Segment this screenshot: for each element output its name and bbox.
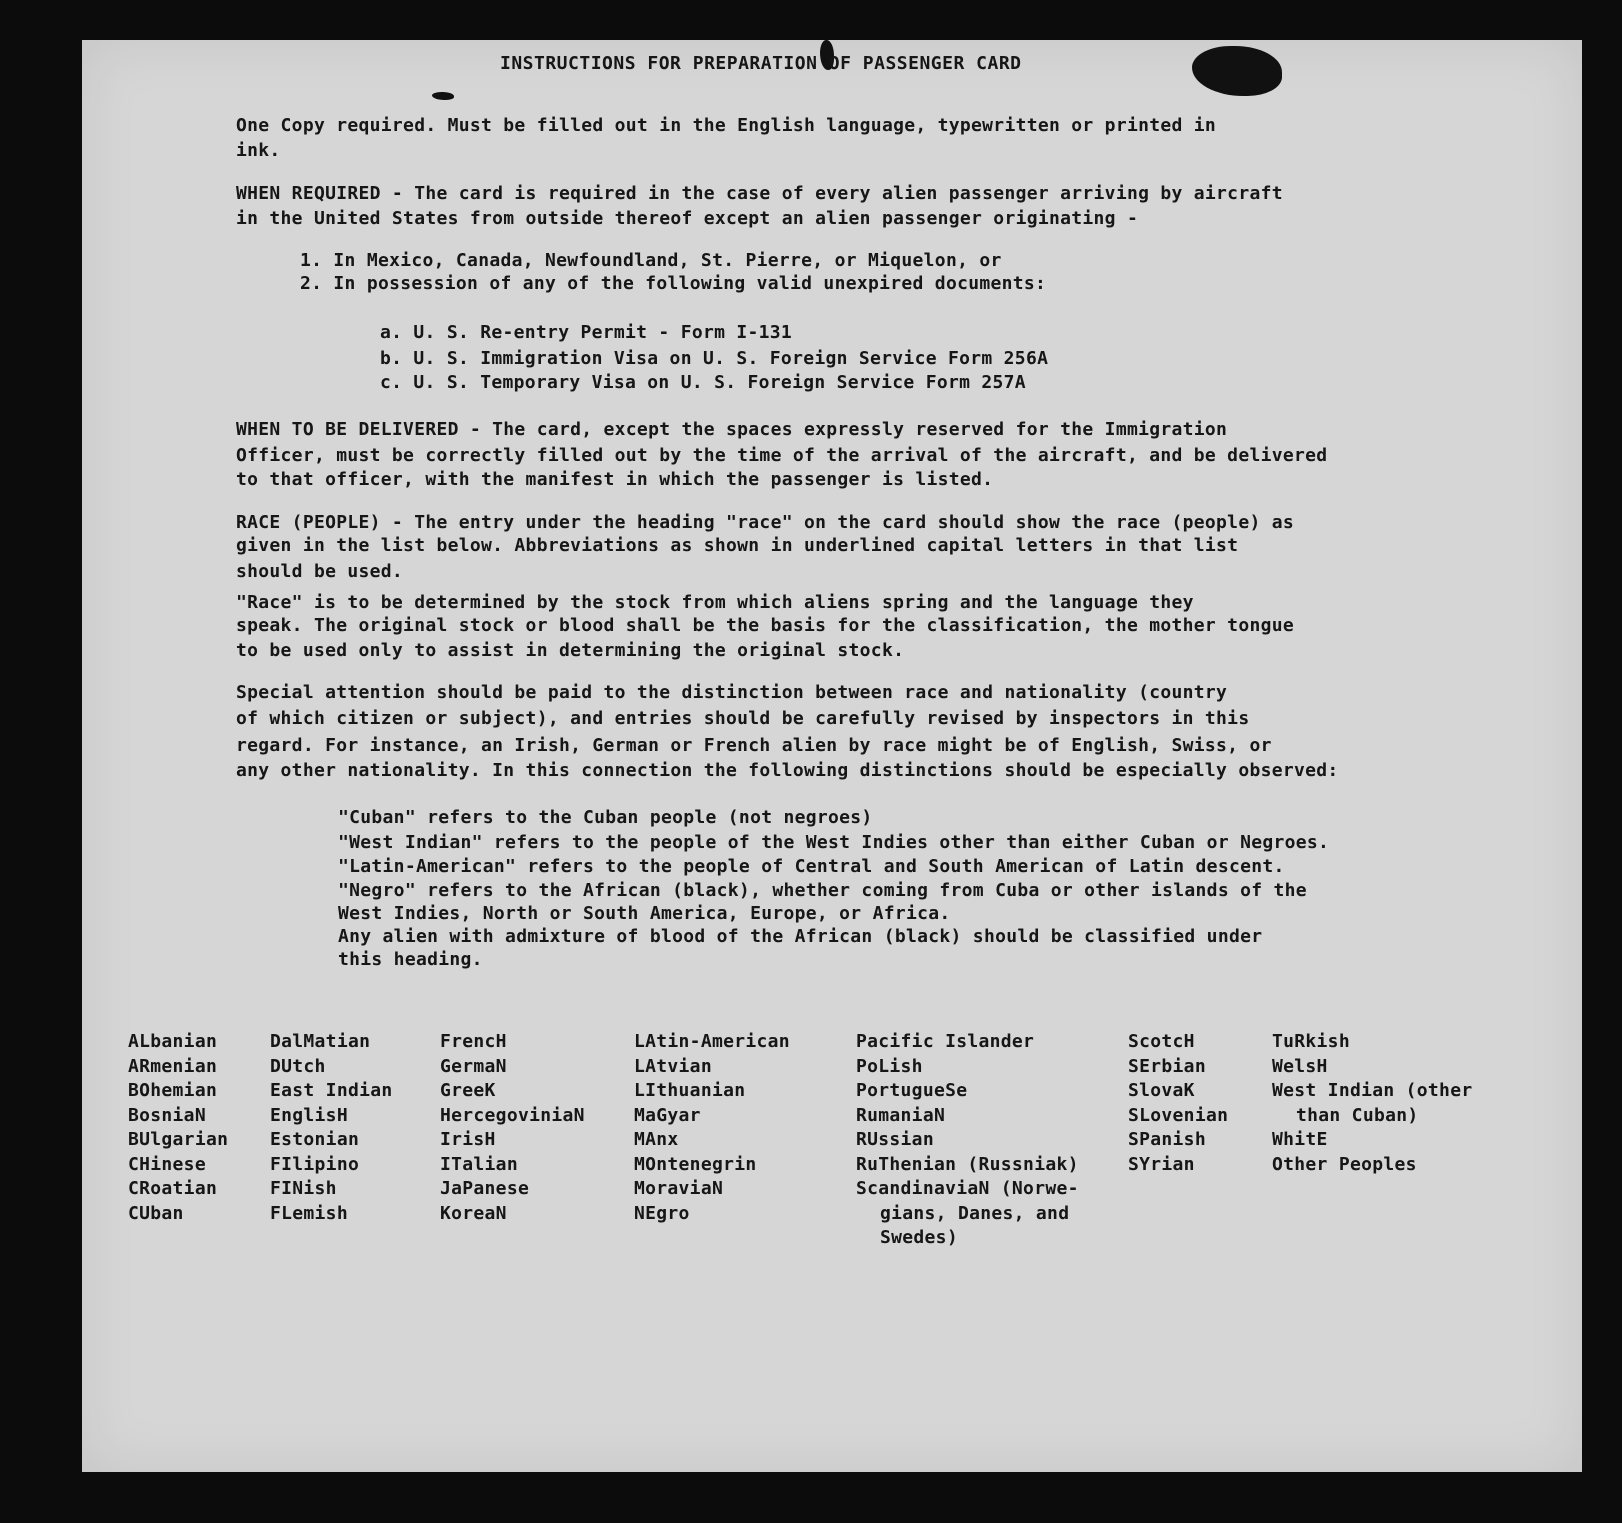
- special-attention-line-3: regard. For instance, an Irish, German or French alien by race might be of English, Swiss, or: [236, 735, 1272, 756]
- race-entry: SPanish: [1128, 1129, 1206, 1150]
- special-attention-line-4: any other nationality. In this connection the following distinctions should be especially observed:: [236, 760, 1339, 781]
- race-column: [856, 1030, 1079, 1251]
- race-entry: JaPanese: [440, 1178, 530, 1199]
- race-entry: CUban: [128, 1202, 184, 1224]
- race-entry: MoraviaN: [634, 1178, 724, 1199]
- distinction-line: "Negro" refers to the African (black), whether coming from Cuba or other islands of the: [338, 880, 1307, 901]
- race-column: [1128, 1030, 1228, 1177]
- race-intro-line-1: RACE (PEOPLE) - The entry under the heading "race" on the card should show the race (people) as: [236, 512, 1295, 533]
- race-entry: LIthuanian: [634, 1080, 746, 1101]
- race-entry: Estonian: [270, 1129, 360, 1150]
- when-delivered-line-3: to that officer, with the manifest in which the passenger is listed.: [236, 469, 994, 490]
- copy-requirement-line-1: One Copy required. Must be filled out in the English language, typewritten or printed in: [236, 115, 1217, 136]
- race-entry: RuThenian (Russniak): [856, 1153, 1079, 1175]
- race-column: [1272, 1030, 1472, 1177]
- distinction-line: "West Indian" refers to the people of the West Indies other than either Cuban or Negroes.: [338, 832, 1330, 853]
- when-delivered-line-2: Officer, must be correctly filled out by the time of the arrival of the aircraft, and be delivered: [236, 445, 1328, 466]
- race-entry: WelsH: [1272, 1055, 1328, 1077]
- race-entry: HercegoviniaN: [440, 1104, 585, 1126]
- race-entry: ScotcH: [1128, 1031, 1195, 1052]
- race-entry: TuRkish: [1272, 1031, 1350, 1052]
- race-entry: RUssian: [856, 1129, 934, 1150]
- race-intro-line-2: given in the list below. Abbreviations as shown in underlined capital letters in that list: [236, 535, 1239, 556]
- document-item: a. U. S. Re-entry Permit - Form I-131: [380, 322, 793, 343]
- race-entry: ITalian: [440, 1153, 518, 1175]
- race-column: [440, 1030, 585, 1226]
- page-title: INSTRUCTIONS FOR PREPARATION OF PASSENGER CARD: [500, 53, 1022, 74]
- distinction-line: "Cuban" refers to the Cuban people (not negroes): [338, 807, 873, 828]
- race-entry: FrencH: [440, 1031, 507, 1052]
- document-item: c. U. S. Temporary Visa on U. S. Foreign Service Form 257A: [380, 372, 1026, 393]
- when-delivered-line-1: WHEN TO BE DELIVERED - The card, except the spaces expressly reserved for the Immigration: [236, 419, 1228, 440]
- race-entry: Pacific Islander: [856, 1031, 1035, 1052]
- race-entry: GermaN: [440, 1055, 507, 1077]
- copy-requirement-line-2: ink.: [236, 140, 281, 161]
- race-entry: MAnx: [634, 1129, 679, 1150]
- distinction-line: Any alien with admixture of blood of the African (black) should be classified under: [338, 926, 1263, 947]
- race-definition-line-1: "Race" is to be determined by the stock from which aliens spring and the language they: [236, 592, 1194, 613]
- race-entry: ScandinaviaN (Norwe-: [856, 1178, 1079, 1199]
- race-entry: FINish: [270, 1178, 337, 1199]
- race-entry: MOntenegrin: [634, 1153, 757, 1175]
- race-entry: CHinese: [128, 1153, 206, 1175]
- distinction-line: West Indies, North or South America, Europe, or Africa.: [338, 903, 951, 924]
- when-required-line-1: WHEN REQUIRED - The card is required in the case of every alien passenger arriving by aircraft: [236, 183, 1283, 204]
- race-entry: PoLish: [856, 1055, 923, 1077]
- ink-stain: [1192, 46, 1282, 96]
- race-entry: BosniaN: [128, 1104, 206, 1126]
- race-entry: gians, Danes, and: [880, 1202, 1070, 1224]
- race-entry: than Cuban): [1296, 1104, 1419, 1126]
- special-attention-line-1: Special attention should be paid to the distinction between race and nationality (country: [236, 682, 1228, 703]
- race-entry: Other Peoples: [1272, 1153, 1417, 1175]
- race-entry: West Indian (other: [1272, 1080, 1473, 1101]
- race-entry: FIlipino: [270, 1153, 360, 1175]
- race-entry: SErbian: [1128, 1055, 1206, 1077]
- race-entry: FLemish: [270, 1202, 348, 1224]
- race-entry: SYrian: [1128, 1153, 1195, 1175]
- race-column: [128, 1030, 228, 1226]
- race-column: [634, 1030, 790, 1226]
- numbered-item: 1. In Mexico, Canada, Newfoundland, St. Pierre, or Miquelon, or: [300, 250, 1002, 271]
- race-entry: IrisH: [440, 1129, 496, 1150]
- document-item: b. U. S. Immigration Visa on U. S. Foreign Service Form 256A: [380, 348, 1049, 369]
- race-column: [270, 1030, 393, 1226]
- race-definition-line-3: to be used only to assist in determining the original stock.: [236, 640, 905, 661]
- race-entry: BOhemian: [128, 1080, 218, 1101]
- race-entry: ALbanian: [128, 1031, 218, 1052]
- ink-speck: [432, 92, 454, 100]
- race-entry: East Indian: [270, 1080, 393, 1101]
- race-entry: CRoatian: [128, 1178, 218, 1199]
- race-entry: MaGyar: [634, 1104, 701, 1126]
- race-entry: DalMatian: [270, 1031, 371, 1052]
- race-entry: SLovenian: [1128, 1104, 1229, 1126]
- race-intro-line-3: should be used.: [236, 561, 404, 582]
- race-entry: NEgro: [634, 1202, 690, 1224]
- race-entry: ARmenian: [128, 1055, 218, 1077]
- race-entry: GreeK: [440, 1080, 496, 1101]
- race-list: [128, 1030, 1598, 1270]
- race-definition-line-2: speak. The original stock or blood shall be the basis for the classification, the mother tongue: [236, 615, 1295, 636]
- when-required-line-2: in the United States from outside thereof except an alien passenger originating -: [236, 208, 1139, 229]
- race-entry: BUlgarian: [128, 1129, 229, 1150]
- race-entry: SlovaK: [1128, 1080, 1195, 1101]
- race-entry: EnglisH: [270, 1104, 348, 1126]
- race-entry: KoreaN: [440, 1202, 507, 1224]
- race-entry: LAtin-American: [634, 1031, 790, 1052]
- distinction-line: "Latin-American" refers to the people of Central and South American of Latin descent.: [338, 856, 1285, 877]
- race-entry: RumaniaN: [856, 1104, 946, 1126]
- race-entry: Swedes): [880, 1227, 958, 1248]
- race-entry: WhitE: [1272, 1129, 1328, 1150]
- race-entry: PortugueSe: [856, 1080, 968, 1101]
- special-attention-line-2: of which citizen or subject), and entries should be carefully revised by inspectors in this: [236, 708, 1250, 729]
- distinction-line: this heading.: [338, 949, 483, 970]
- race-entry: DUtch: [270, 1055, 326, 1077]
- race-entry: LAtvian: [634, 1055, 712, 1077]
- numbered-item: 2. In possession of any of the following valid unexpired documents:: [300, 273, 1047, 294]
